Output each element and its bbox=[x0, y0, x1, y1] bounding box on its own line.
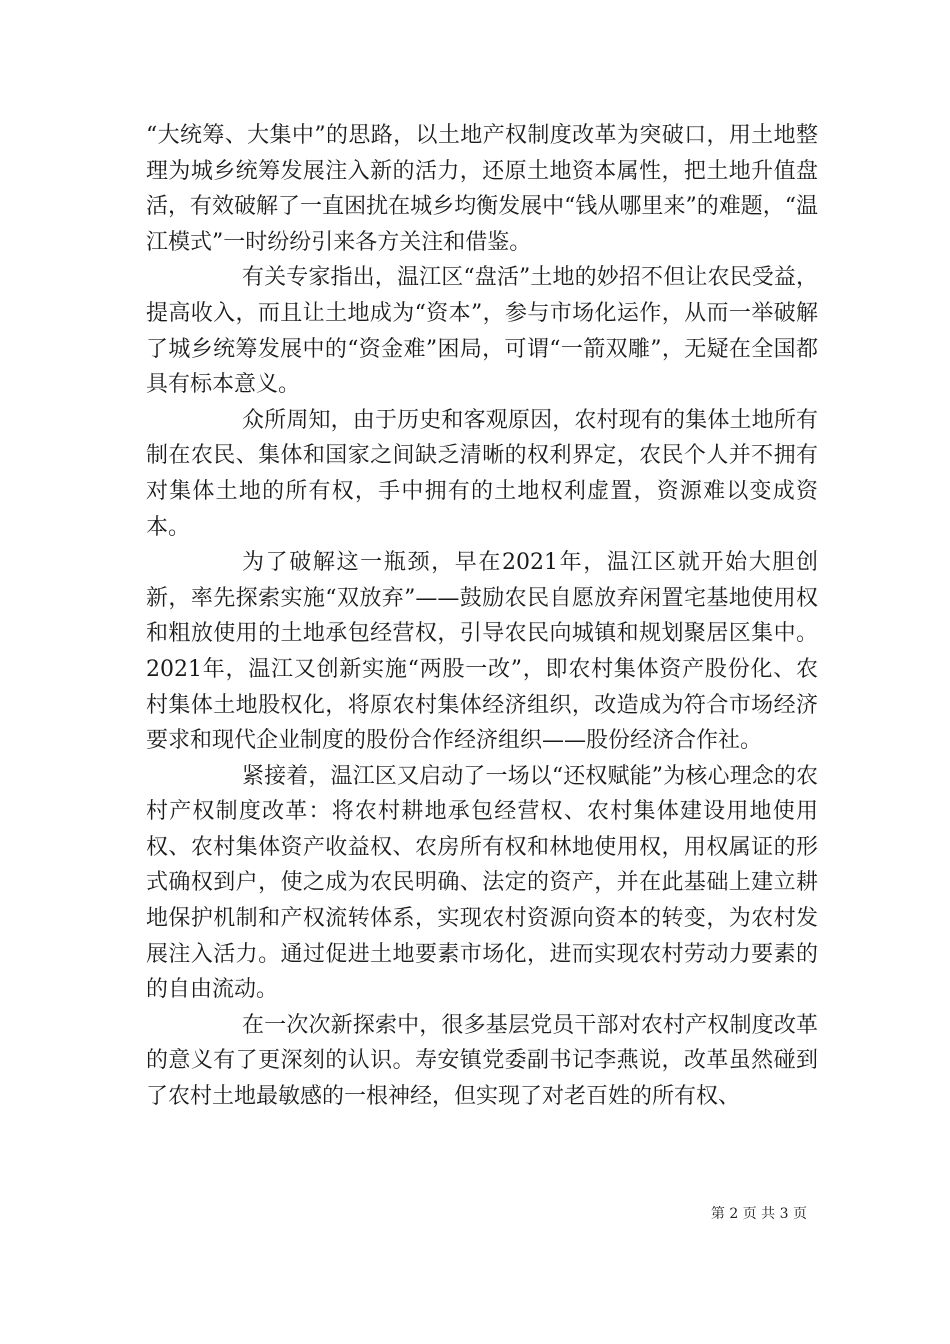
body-text bbox=[146, 118, 818, 1115]
paragraph-4: 为了破解这一瓶颈，早在2021年，温江区就开始大胆创新，率先探索实施“双放弃”——鼓励农民自愿放弃闲置宅基地使用权和粗放使用的土地承包经营权，引导农民向城镇和规划聚居区集中。2021年，温江又创新实施“两股一改”，即农村集体资产股份化、农村集体土地股权化，将原农村集体经济组织，改造成为符合市场经济要求和现代企业制度的股份合作经济组织——股份经济合作社。 bbox=[146, 550, 818, 754]
paragraph-5: 紧接着，温江区又启动了一场以“还权赋能”为核心理念的农村产权制度改革：将农村耕地承包经营权、农村集体建设用地使用权、农村集体资产收益权、农房所有权和林地使用权，用权属证的形式确权到户，使之成为农民明确、法定的资产，并在此基础上建立耕地保护机制和产权流转体系，实现农村资源向资本的转变，为农村发展注入活力。通过促进土地要素市场化，进而实现农村劳动力要素的的自由流动。 bbox=[146, 763, 818, 1003]
paragraph-6: 在一次次新探索中，很多基层党员干部对农村产权制度改革的意义有了更深刻的认识。寿安镇党委副书记李燕说，改革虽然碰到了农村土地最敏感的一根神经，但实现了对老百姓的所有权、 bbox=[146, 1012, 818, 1110]
paragraph-1: “大统筹、大集中”的思路，以土地产权制度改革为突破口，用土地整理为城乡统筹发展注入新的活力，还原土地资本属性，把土地升值盘活，有效破解了一直困扰在城乡均衡发展中“钱从哪里来”的难题，“温江模式”一时纷纷引来各方关注和借鉴。 bbox=[146, 123, 818, 255]
paragraph-2: 有关专家指出，温江区“盘活”土地的妙招不但让农民受益，提高收入，而且让土地成为“资本”，参与市场化运作，从而一举破解了城乡统筹发展中的“资金难”困局，可谓“一箭双雕”，无疑在全国都具有标本意义。 bbox=[146, 265, 818, 398]
paragraph-3: 众所周知，由于历史和客观原因，农村现有的集体土地所有制在农民、集体和国家之间缺乏清晰的权利界定，农民个人并不拥有对集体土地的所有权，手中拥有的土地权利虚置，资源难以变成资本。 bbox=[146, 407, 818, 540]
page-number: 第 2 页 共 3 页 bbox=[710, 1206, 807, 1222]
